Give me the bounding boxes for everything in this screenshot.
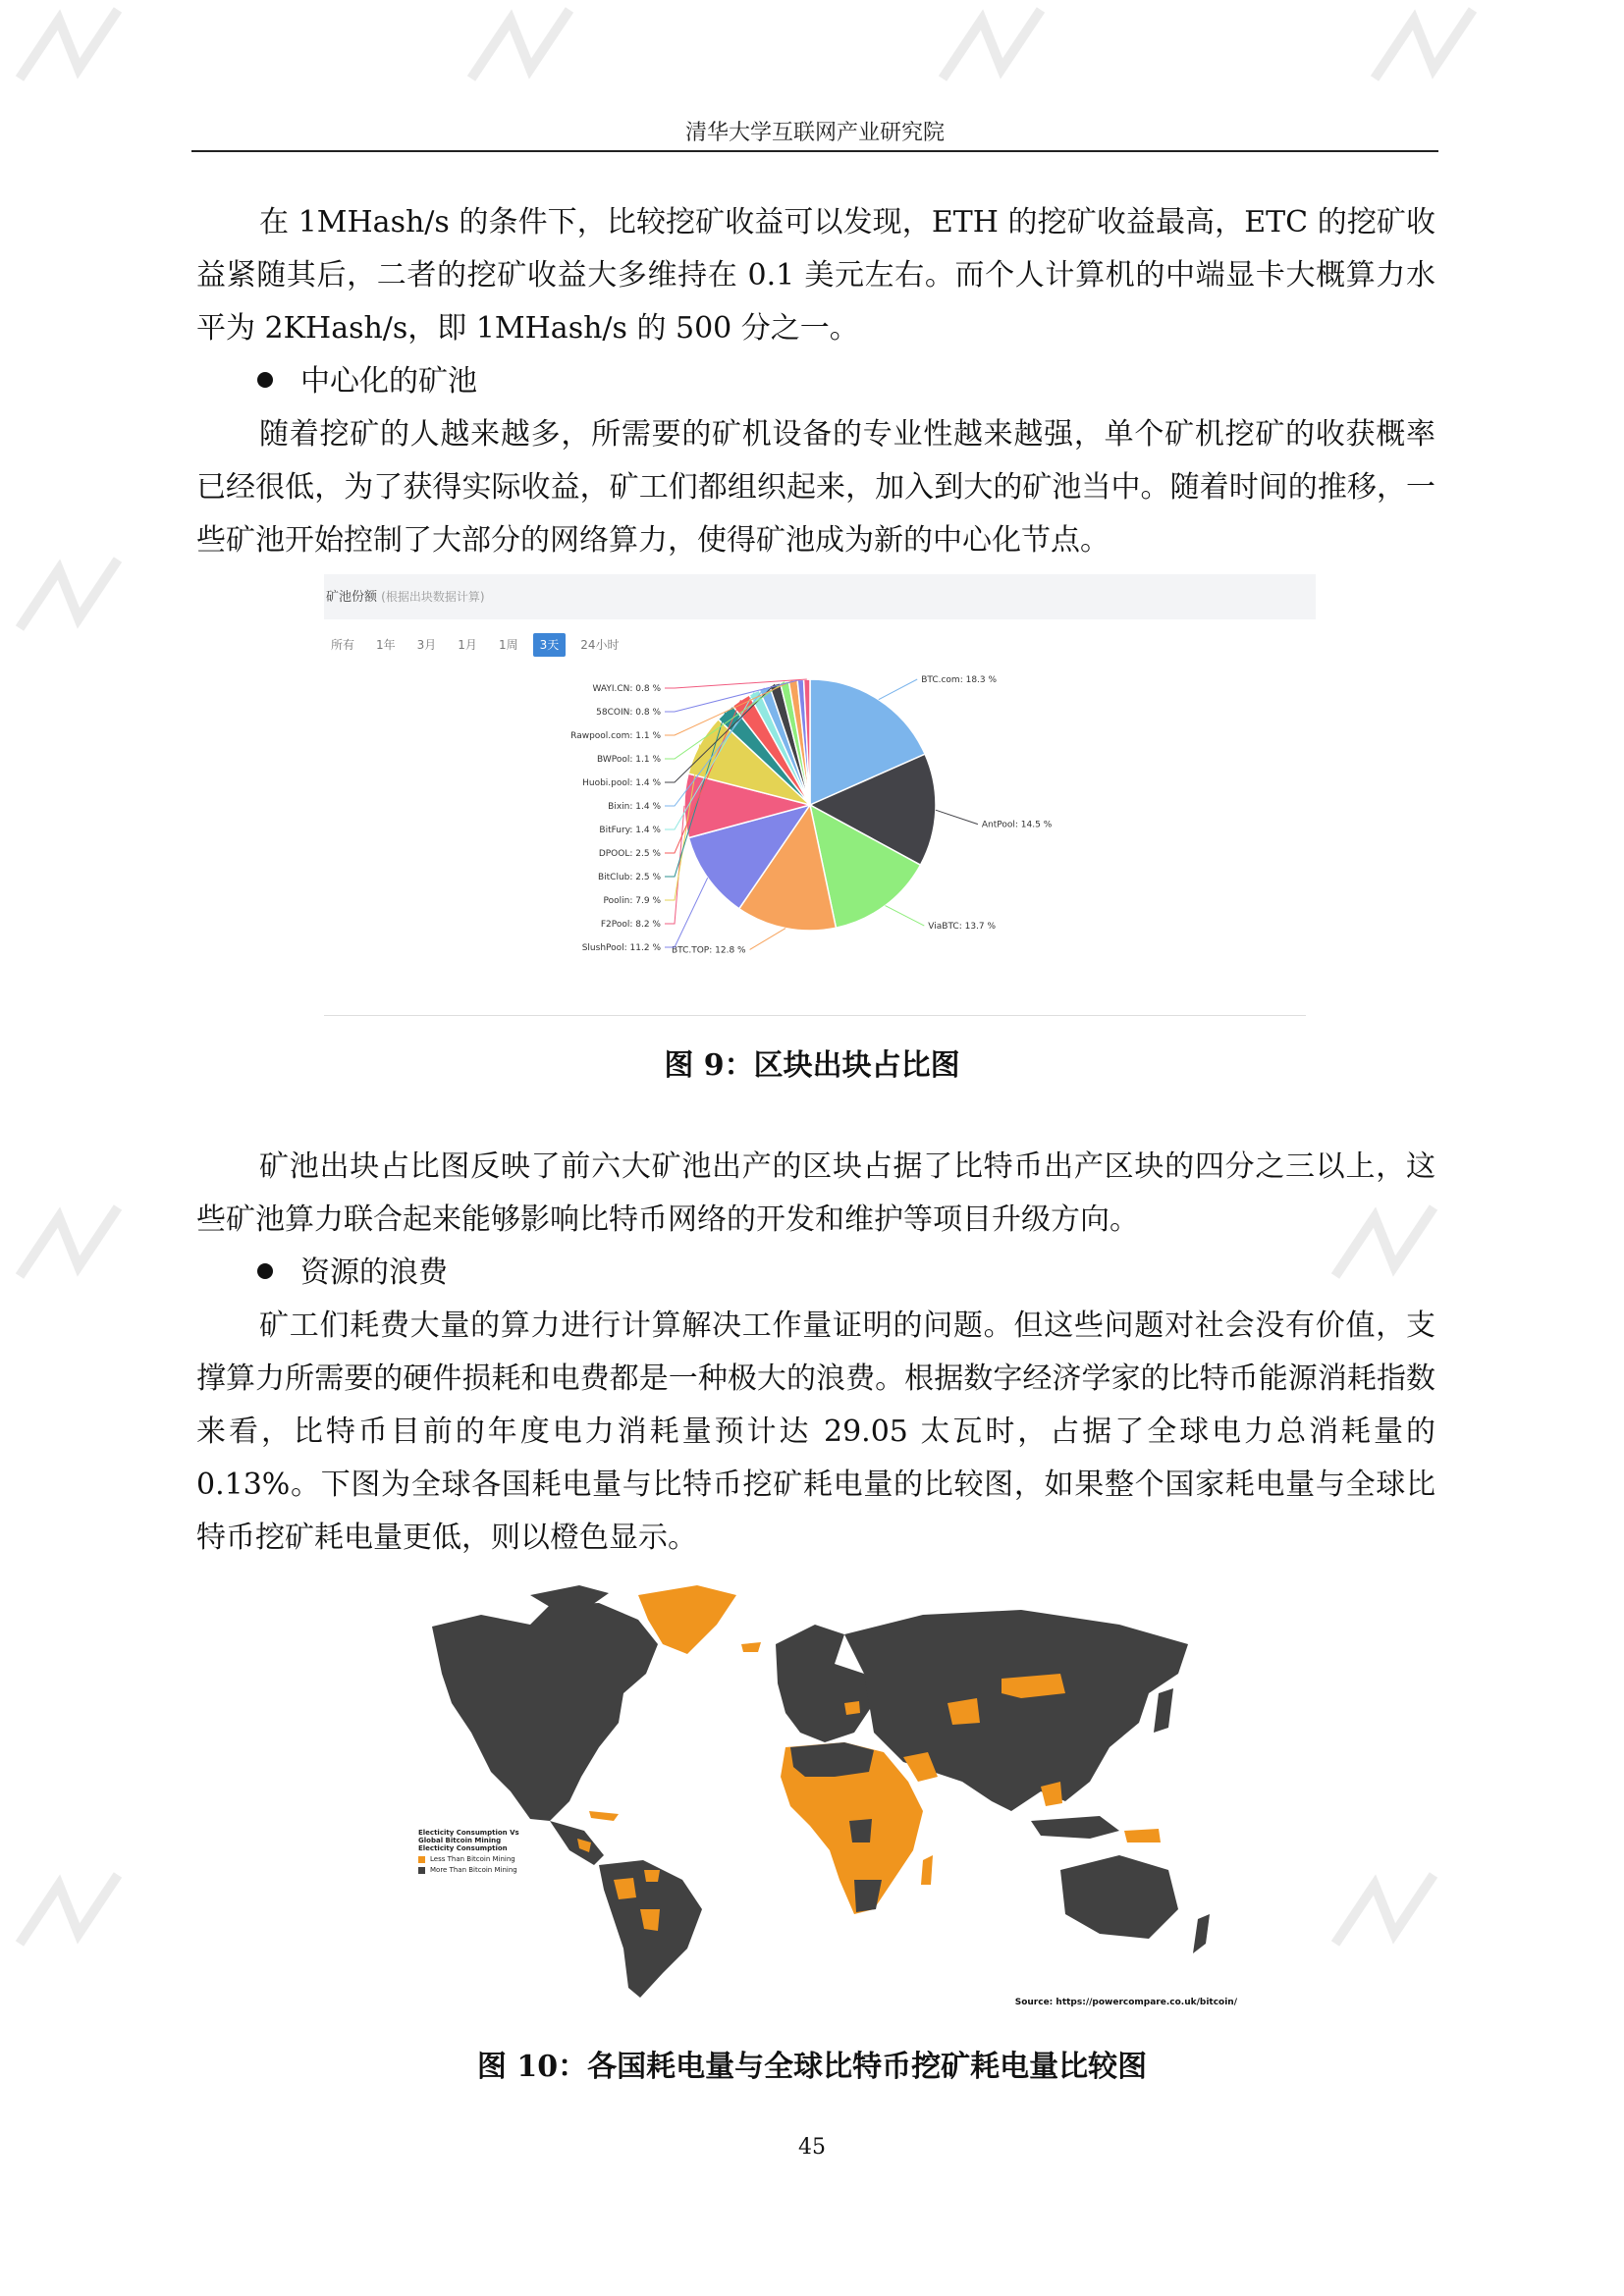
pie-data-label: AntPool: 14.5 % xyxy=(981,820,1053,830)
south-america-orange-3 xyxy=(644,1870,660,1882)
map-source: Source: https://powercompare.co.uk/bitcoin/ xyxy=(1014,1998,1237,2007)
legend-label: Less Than Bitcoin Mining xyxy=(430,1855,515,1863)
legend-title: Electicity Consumption Vs Global Bitcoin Mining Electicity Consumption xyxy=(418,1829,519,1852)
world-energy-map xyxy=(412,1585,1237,2017)
filter-3[interactable]: 1月 xyxy=(458,638,477,652)
pie-data-label: BWPool: 1.1 % xyxy=(597,755,661,765)
paragraph-mining-pools: 随着挖矿的人越来越多，所需要的矿机设备的专业性越来越强，单个矿机挖矿的收获概率已经很低，为了获得实际收益，矿工们都组织起来，加入到大的矿池当中。随着时间的推移，一些矿池开始控制了大部分的网络算力，使得矿池成为新的中心化节点。 xyxy=(196,417,1435,558)
page-number: 45 xyxy=(798,2135,826,2160)
paragraph-pool-share: 矿池出块占比图反映了前六大矿池出产的区块占据了比特币出产区块的四分之三以上，这些矿池算力联合起来能够影响比特币网络的开发和维护等项目升级方向。 xyxy=(196,1149,1435,1237)
bullet-label: 资源的浪费 xyxy=(300,1255,448,1290)
cuba-shape xyxy=(589,1811,619,1821)
figure9-caption: 图 9：区块出块占比图 xyxy=(664,1048,960,1083)
pie-data-label: WAYI.CN: 0.8 % xyxy=(592,684,661,694)
pie-leader-line xyxy=(886,906,925,927)
legend-item-more xyxy=(418,1866,536,1874)
pie-data-label: Huobi.pool: 1.4 % xyxy=(582,778,661,788)
pie-data-label: ViaBTC: 13.7 % xyxy=(928,922,997,933)
pie-data-label: SlushPool: 11.2 % xyxy=(581,943,661,953)
bullet-dot xyxy=(257,372,273,388)
filter-6[interactable]: 24小时 xyxy=(580,638,620,652)
legend-label: More Than Bitcoin Mining xyxy=(430,1866,517,1874)
pie-data-label: BitClub: 2.5 % xyxy=(597,873,661,882)
legend-swatch-orange xyxy=(418,1856,425,1863)
australia-shape xyxy=(1060,1855,1178,1939)
paragraph-mining-income: 在 1MHash/s 的条件下，比较挖矿收益可以发现，ETH 的挖矿收益最高，ETC 的挖矿收益紧随其后，二者的挖矿收益大多维持在 0.1 美元左右。而个人计算机的中端显卡大概算力水平为 2KHash/s，即 1MHash/s 的 500 分之一。 xyxy=(196,205,1435,346)
world-map-drawing xyxy=(412,1585,1237,1998)
filter-1[interactable]: 1年 xyxy=(376,638,396,652)
europe-orange-1 xyxy=(844,1701,860,1715)
filter-5[interactable]: 3天 xyxy=(533,633,567,657)
bullet-centralized-pools xyxy=(257,355,477,408)
pie-data-label: BitFury: 1.4 % xyxy=(599,826,661,835)
pie-leader-line xyxy=(936,810,978,824)
pool-share-widget xyxy=(324,574,1316,1016)
pool-subtitle-text: (根据出块数据计算) xyxy=(381,590,485,604)
pie-leader-line xyxy=(665,806,684,924)
pie-data-label: BTC.TOP: 12.8 % xyxy=(671,945,746,956)
pie-data-label: Bixin: 1.4 % xyxy=(608,802,661,812)
legend-item-less xyxy=(418,1855,536,1863)
figure10-caption: 图 10：各国耗电量与全球比特币挖矿耗电量比较图 xyxy=(476,2050,1148,2084)
header-rule xyxy=(191,150,1438,152)
pool-title-text: 矿池份额 xyxy=(326,590,378,605)
madagascar-shape xyxy=(921,1855,933,1885)
filter-0[interactable]: 所有 xyxy=(331,638,355,652)
pie-data-label: Rawpool.com: 1.1 % xyxy=(570,731,661,741)
new-zealand-shape xyxy=(1193,1914,1210,1953)
pool-pie-chart xyxy=(324,574,1316,1016)
page-header: 清华大学互联网产业研究院 xyxy=(684,121,945,145)
pie-leader-line xyxy=(665,878,708,947)
africa-dark-mid xyxy=(849,1819,872,1842)
africa-dark-north xyxy=(790,1742,874,1777)
legend-swatch-dark xyxy=(418,1867,425,1874)
central-america-shape xyxy=(550,1821,604,1865)
bullet-resource-waste xyxy=(257,1247,448,1300)
indonesia-shape xyxy=(1031,1816,1119,1839)
pie-data-label: 58COIN: 0.8 % xyxy=(596,708,661,718)
map-legend xyxy=(418,1829,536,1874)
pie-data-label: BTC.com: 18.3 % xyxy=(921,675,998,685)
north-america-shape xyxy=(432,1603,658,1821)
bullet-dot xyxy=(257,1263,273,1279)
pie-data-label: Poolin: 7.9 % xyxy=(603,896,661,906)
pie-data-label: F2Pool: 8.2 % xyxy=(600,920,661,930)
africa-dark-south xyxy=(854,1880,882,1912)
filter-2[interactable]: 3月 xyxy=(416,638,437,652)
widget-divider xyxy=(324,1015,1306,1016)
papua-shape xyxy=(1124,1829,1161,1842)
paragraph-energy-waste: 矿工们耗费大量的算力进行计算解决工作量证明的问题。但这些问题对社会没有价值，支撑算力所需要的硬件损耗和电费都是一种极大的浪费。根据数字经济学家的比特币能源消耗指数来看，比特币目前的年度电力消耗量预计达 29.05 太瓦时，占据了全球电力总消耗量的 0.13%。下图为全球各国耗电量与比特币挖矿耗电量的比较图，如果整个国家耗电量与全球比特币挖矿耗电量更低，则以橙色显示。 xyxy=(196,1308,1435,1555)
japan-shape xyxy=(1154,1688,1173,1733)
pie-leader-line xyxy=(879,679,917,700)
pie-data-label: DPOOL: 2.5 % xyxy=(598,849,661,859)
iceland-shape xyxy=(741,1642,761,1652)
pie-leader-line xyxy=(750,929,786,950)
filter-4[interactable]: 1周 xyxy=(498,638,518,652)
bullet-label: 中心化的矿池 xyxy=(300,364,477,399)
